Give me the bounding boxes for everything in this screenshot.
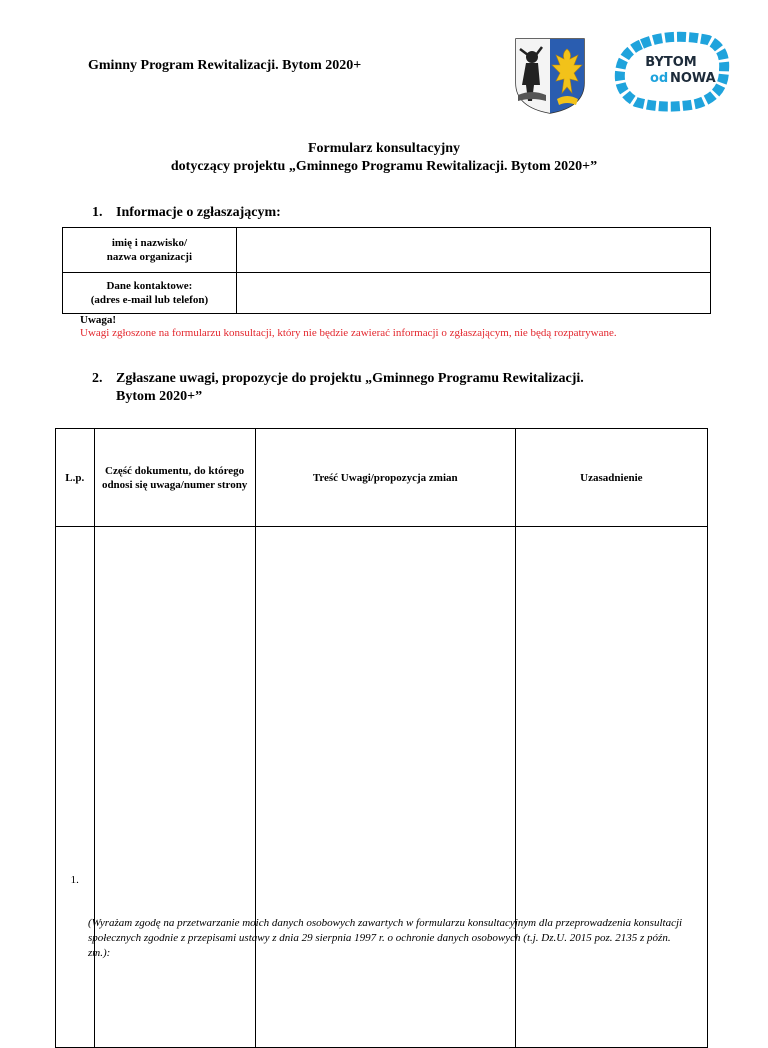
comments-table-header: [56, 429, 708, 527]
column-header-lp: L.p.: [56, 429, 95, 527]
info-row-name: [63, 228, 711, 273]
section2-heading-line1: Zgłaszane uwagi, propozycje do projektu „Gminnego Programu Rewitalizacji.: [116, 371, 584, 386]
info-label-name: [63, 228, 237, 273]
info-label-contact-line1: Dane kontaktowe:: [106, 280, 193, 292]
section2-heading-line2: Bytom 2020+”: [116, 389, 203, 404]
column-header-comment-content: Treść Uwagi/propozycja zmian: [255, 429, 515, 527]
form-title-line2: dotyczący projektu „Gminnego Programu Rewitalizacji. Bytom 2020+”: [170, 159, 598, 174]
notice-box: [80, 314, 690, 340]
notice-title: Uwaga!: [80, 314, 117, 326]
consent-statement: (Wyrażam zgodę na przetwarzanie moich danych osobowych zawartych w formularzu konsultacyjnym dla przeprowadzenia konsultacji społecznych zgodnie z przepisami ustawy z dnia 29 sierpnia 1997 r. o ochronie danych osobowych (t.j. Dz.U. 2015 poz. 2135 z późn. zm.):: [88, 917, 683, 959]
row-document-part-field[interactable]: [94, 527, 255, 1048]
row-comment-content-field[interactable]: [255, 527, 515, 1048]
info-row-contact: [63, 273, 711, 314]
logo-text-nowa: NOWA: [670, 71, 716, 86]
info-label-name-line1: imię i nazwisko/: [111, 237, 187, 249]
info-value-name-field[interactable]: [236, 228, 710, 273]
notice-text: Uwagi zgłoszone na formularzu konsultacji, który nie będzie zawierać informacji o zgłaszającym, nie będą rozpatrywane.: [80, 327, 617, 339]
logo-text-bytom: BYTOM: [645, 55, 697, 70]
document-header-title: Gminny Program Rewitalizacji. Bytom 2020+: [88, 58, 362, 73]
bytom-od-nowa-logo-icon: [612, 30, 730, 112]
section2-heading: [92, 370, 688, 406]
section1-heading-text: Informacje o zgłaszającym:: [116, 205, 281, 220]
column-header-justification: Uzasadnienie: [515, 429, 707, 527]
info-label-name-line2: nazwa organizacji: [106, 251, 193, 263]
form-title: [0, 140, 768, 176]
bytom-coat-of-arms-icon: [512, 35, 588, 115]
form-title-line1: Formularz konsultacyjny: [307, 141, 461, 156]
info-label-contact: [63, 273, 237, 314]
applicant-info-table: [62, 227, 711, 314]
row-justification-field[interactable]: [515, 527, 707, 1048]
row-lp: 1.: [56, 527, 95, 1048]
column-header-document-part: Część dokumentu, do którego odnosi się uwaga/numer strony: [94, 429, 255, 527]
info-value-contact-field[interactable]: [236, 273, 710, 314]
section2-number: 2.: [92, 371, 103, 386]
logo-text-od: od: [650, 71, 669, 86]
info-label-contact-line2: (adres e-mail lub telefon): [90, 294, 209, 306]
section1-heading: [92, 205, 281, 221]
table-row: [56, 527, 708, 1048]
section1-number: 1.: [92, 205, 103, 220]
